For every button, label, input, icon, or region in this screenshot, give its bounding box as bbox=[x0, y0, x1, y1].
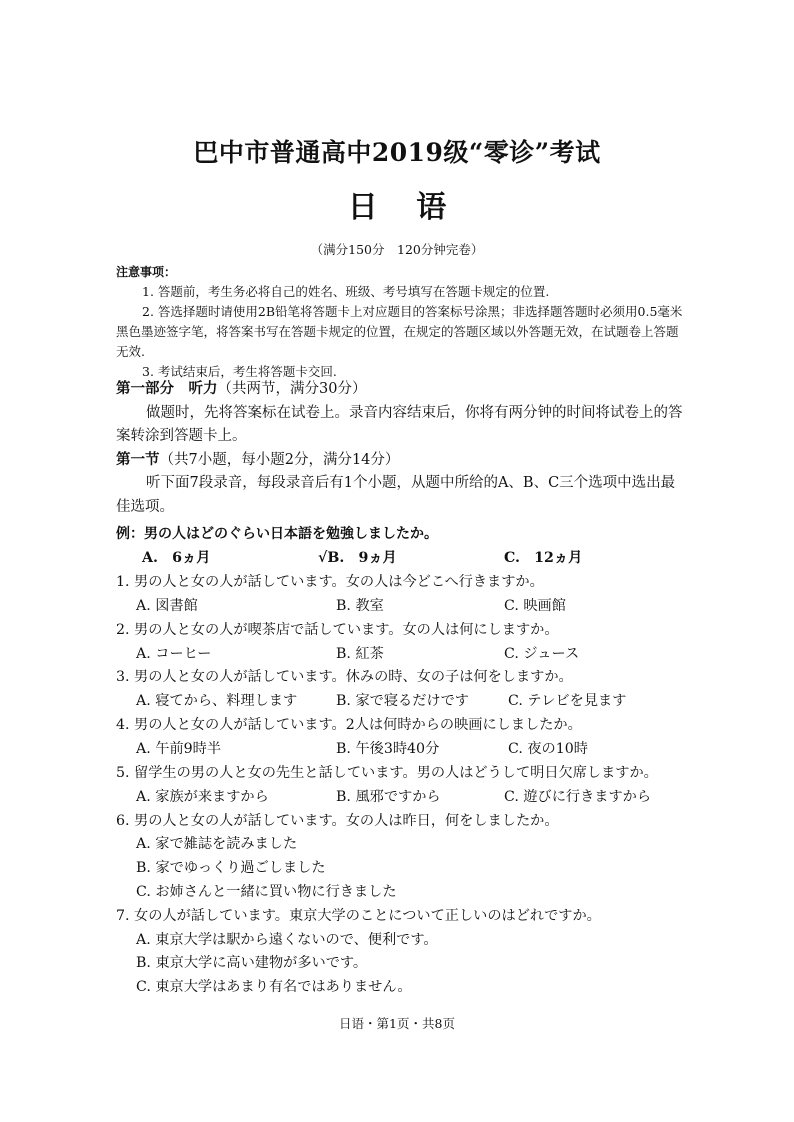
option-b: B. 風邪ですから bbox=[336, 789, 441, 805]
part1-heading bbox=[116, 378, 688, 402]
option-a: A. 東京大学は駅から遠くないので、便利です。 bbox=[136, 932, 438, 948]
option-a: A. 図書館 bbox=[136, 598, 198, 614]
page-footer: 日语・第1页・共8页 bbox=[339, 1016, 455, 1031]
part1-section bbox=[116, 378, 688, 519]
option-b: B. 紅茶 bbox=[336, 646, 384, 662]
part1-title: 第一部分 听力 bbox=[116, 381, 218, 397]
option-c: C. 遊びに行きますから bbox=[504, 789, 652, 805]
note-item: 2. 答选择题时请使用2B铅笔将答题卡上对应题目的答案标号涂黑；非选择题答题时必须用0.5毫米黑色墨迹签字笔，将答案书写在答题卡规定的位置，在规定的答题区域以外答题无效，在试题卷上答题无效. bbox=[116, 304, 683, 359]
score-time-info: （满分150分 120分钟完卷） bbox=[310, 242, 484, 257]
option-b: B. 午後3時40分 bbox=[336, 741, 440, 757]
option-a: A. コーヒー bbox=[136, 646, 212, 662]
question-5: 5. 留学生の男の人と女の先生と話しています。男の人はどうして明日欠席しますか。 bbox=[116, 765, 658, 781]
section1-title: 第一节 bbox=[116, 451, 160, 468]
option-b: B. 家でゆっくり過ごしました bbox=[136, 860, 326, 876]
option-c: C. 東京大学はあまり有名ではありません。 bbox=[136, 979, 412, 995]
part1-note: （共两节，满分30分） bbox=[217, 381, 367, 397]
example-option-a: A. 6ヵ月 bbox=[142, 550, 211, 566]
section1-instruction: 听下面7段录音，每段录音后有1个小题，从题中所给的A、B、C三个选项中选出最佳选项。 bbox=[116, 475, 676, 515]
option-b: B. 教室 bbox=[336, 598, 384, 614]
section1-heading bbox=[116, 449, 688, 473]
option-c: C. 夜の10時 bbox=[508, 741, 588, 757]
option-b: B. 家で寝るだけです bbox=[336, 693, 469, 709]
subject-title: 日 语 bbox=[347, 190, 461, 225]
part1-instruction: 做题时，先将答案标在试卷上。录音内容结束后，你将有两分钟的时间将试卷上的答案转涂到答题卡上。 bbox=[116, 404, 683, 444]
question-4: 4. 男の人と女の人が話しています。2人は何時からの映画にしましたか。 bbox=[116, 717, 582, 733]
question-7: 7. 女の人が話しています。東京大学のことについて正しいのはどれですか。 bbox=[116, 908, 601, 924]
option-a: A. 寝てから、料理します bbox=[136, 693, 298, 709]
option-b: B. 東京大学に高い建物が多いです。 bbox=[136, 955, 368, 971]
option-a: A. 家族が来ますから bbox=[136, 789, 269, 805]
notes-heading: 注意事项： bbox=[116, 265, 177, 279]
example-question: 例：男の人はどのぐらい日本語を勉強しましたか。 bbox=[116, 526, 438, 542]
option-c: C. お姉さんと一緒に買い物に行きました bbox=[136, 884, 397, 900]
note-item: 1. 答题前，考生务必将自己的姓名、班级、考号填写在答题卡规定的位置. bbox=[142, 284, 550, 299]
option-c: C. 映画館 bbox=[504, 598, 566, 614]
notes-section bbox=[116, 262, 684, 382]
question-6: 6. 男の人と女の人が話しています。女の人は昨日，何をしましたか。 bbox=[116, 813, 559, 829]
example-option-b: √B. 9ヵ月 bbox=[318, 550, 397, 566]
option-a: A. 家で雑誌を読みました bbox=[136, 836, 298, 852]
option-c: C. テレビを見ます bbox=[508, 693, 627, 709]
question-3: 3. 男の人と女の人が話しています。休みの時、女の子は何をしますか。 bbox=[116, 669, 573, 685]
question-2: 2. 男の人と女の人が喫茶店で話しています。女の人は何にしますか。 bbox=[116, 622, 559, 638]
option-c: C. ジュース bbox=[504, 646, 580, 662]
section1-note: （共7小题，每小题2分，满分14分） bbox=[159, 451, 400, 468]
example-option-c: C. 12ヵ月 bbox=[504, 550, 583, 566]
question-1: 1. 男の人と女の人が話しています。女の人は今どこへ行きますか。 bbox=[116, 574, 544, 590]
note-item: 3. 考试结束后，考生将答题卡交回. bbox=[142, 364, 337, 379]
exam-title: 巴中市普通高中2019级“零诊”考试 bbox=[193, 138, 601, 167]
option-a: A. 午前9時半 bbox=[136, 741, 222, 757]
